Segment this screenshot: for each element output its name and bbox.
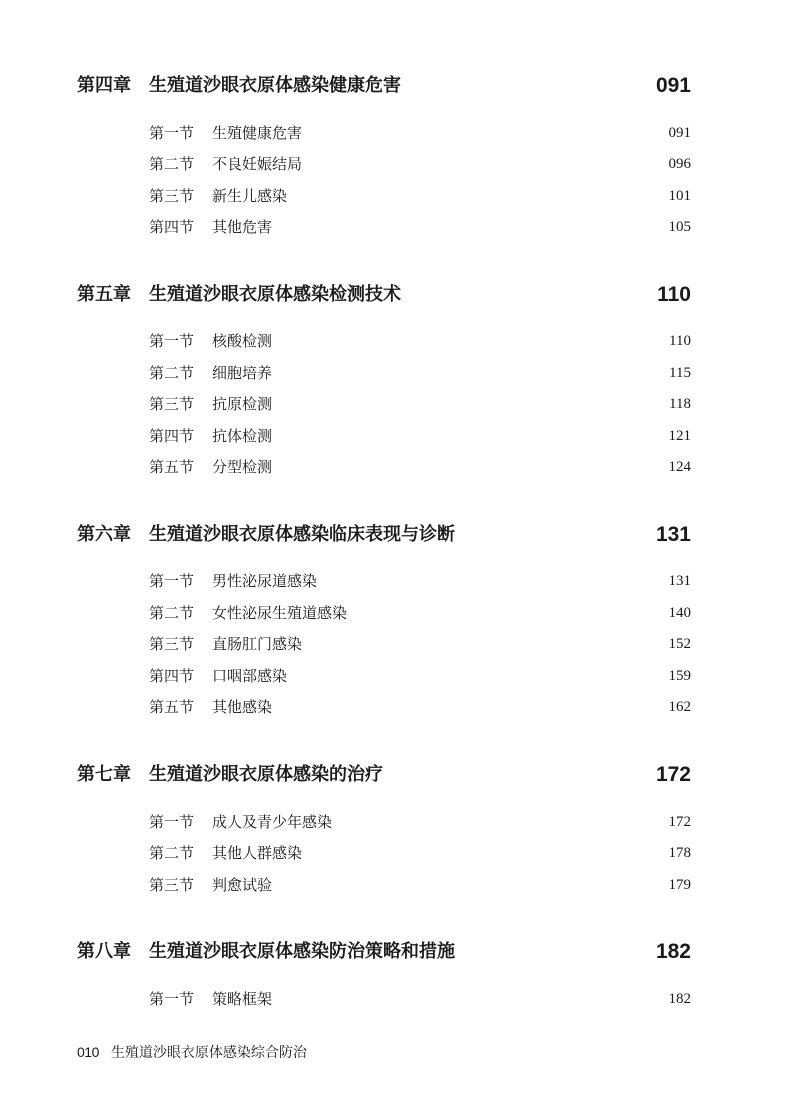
chapter-heading bbox=[77, 760, 691, 790]
section-title: 其他感染 bbox=[212, 698, 273, 716]
chapter-number: 第四章 bbox=[77, 75, 131, 96]
chapter-number: 第七章 bbox=[77, 764, 131, 785]
section-title: 核酸检测 bbox=[212, 332, 273, 350]
section-number: 第二节 bbox=[149, 155, 195, 173]
section-number: 第三节 bbox=[149, 635, 195, 653]
section-title: 成人及青少年感染 bbox=[212, 813, 333, 831]
section-item bbox=[149, 632, 691, 656]
section-number: 第三节 bbox=[149, 876, 195, 894]
section-number: 第二节 bbox=[149, 844, 195, 862]
section-number: 第五节 bbox=[149, 458, 195, 476]
section-page: 121 bbox=[668, 428, 691, 444]
section-title: 抗体检测 bbox=[212, 427, 273, 445]
section-title: 分型检测 bbox=[212, 458, 273, 476]
section-page: 096 bbox=[668, 156, 691, 172]
section-number: 第二节 bbox=[149, 604, 195, 622]
section-page: 159 bbox=[668, 668, 691, 684]
section-item bbox=[149, 424, 691, 448]
section-item bbox=[149, 873, 691, 897]
section-number: 第一节 bbox=[149, 572, 195, 590]
section-page: 101 bbox=[668, 188, 691, 204]
chapter-title: 生殖道沙眼衣原体感染健康危害 bbox=[149, 75, 401, 96]
section-item bbox=[149, 601, 691, 625]
chapter-page: 172 bbox=[655, 763, 691, 786]
footer-book-title: 生殖道沙眼衣原体感染综合防治 bbox=[110, 1045, 307, 1061]
chapter-title: 生殖道沙眼衣原体感染检测技术 bbox=[149, 284, 401, 305]
section-title: 判愈试验 bbox=[212, 876, 273, 894]
chapter-page: 131 bbox=[655, 523, 691, 546]
section-number: 第四节 bbox=[149, 427, 195, 445]
section-number: 第四节 bbox=[149, 667, 195, 685]
chapter-heading bbox=[77, 71, 691, 101]
chapter-title: 生殖道沙眼衣原体感染临床表现与诊断 bbox=[149, 524, 455, 545]
section-title: 抗原检测 bbox=[212, 395, 273, 413]
section-title: 新生儿感染 bbox=[212, 187, 288, 205]
section-item bbox=[149, 152, 691, 176]
section-title: 细胞培养 bbox=[212, 364, 273, 382]
section-item bbox=[149, 987, 691, 1011]
page-footer bbox=[77, 1040, 307, 1064]
section-number: 第二节 bbox=[149, 364, 195, 382]
section-page: 124 bbox=[668, 459, 691, 475]
section-page: 178 bbox=[668, 845, 691, 861]
section-number: 第一节 bbox=[149, 990, 195, 1008]
section-title: 不良妊娠结局 bbox=[212, 155, 303, 173]
section-item bbox=[149, 569, 691, 593]
section-item bbox=[149, 184, 691, 208]
section-title: 男性泌尿道感染 bbox=[212, 572, 318, 590]
section-item bbox=[149, 329, 691, 353]
section-item bbox=[149, 121, 691, 145]
section-title: 生殖健康危害 bbox=[212, 124, 303, 142]
section-page: 140 bbox=[668, 605, 691, 621]
chapter-heading bbox=[77, 937, 691, 967]
section-number: 第四节 bbox=[149, 218, 195, 236]
section-page: 152 bbox=[668, 636, 691, 652]
section-page: 162 bbox=[668, 699, 691, 715]
footer-page-number: 010 bbox=[77, 1044, 99, 1060]
section-item bbox=[149, 215, 691, 239]
section-number: 第三节 bbox=[149, 187, 195, 205]
section-page: 172 bbox=[668, 814, 691, 830]
chapter-title: 生殖道沙眼衣原体感染防治策略和措施 bbox=[149, 941, 455, 962]
chapter-title: 生殖道沙眼衣原体感染的治疗 bbox=[149, 764, 383, 785]
section-page: 105 bbox=[668, 219, 691, 235]
section-page: 182 bbox=[668, 991, 691, 1007]
section-item bbox=[149, 695, 691, 719]
chapter-number: 第五章 bbox=[77, 284, 131, 305]
chapter-page: 091 bbox=[655, 74, 691, 97]
section-item bbox=[149, 664, 691, 688]
section-page: 091 bbox=[668, 125, 691, 141]
section-title: 女性泌尿生殖道感染 bbox=[212, 604, 348, 622]
section-number: 第一节 bbox=[149, 124, 195, 142]
chapter-heading bbox=[77, 520, 691, 550]
section-page: 110 bbox=[669, 333, 691, 349]
section-number: 第一节 bbox=[149, 813, 195, 831]
section-number: 第一节 bbox=[149, 332, 195, 350]
section-title: 其他人群感染 bbox=[212, 844, 303, 862]
chapter-page: 182 bbox=[655, 940, 691, 963]
section-item bbox=[149, 810, 691, 834]
section-item bbox=[149, 392, 691, 416]
chapter-number: 第八章 bbox=[77, 941, 131, 962]
section-page: 131 bbox=[668, 573, 691, 589]
chapter-heading bbox=[77, 280, 691, 310]
section-page: 118 bbox=[669, 396, 691, 412]
section-page: 115 bbox=[669, 365, 691, 381]
chapter-page: 110 bbox=[657, 283, 691, 306]
section-title: 口咽部感染 bbox=[212, 667, 288, 685]
section-title: 策略框架 bbox=[212, 990, 273, 1008]
section-title: 直肠肛门感染 bbox=[212, 635, 303, 653]
section-item bbox=[149, 455, 691, 479]
section-page: 179 bbox=[668, 877, 691, 893]
section-item bbox=[149, 841, 691, 865]
section-title: 其他危害 bbox=[212, 218, 273, 236]
section-number: 第三节 bbox=[149, 395, 195, 413]
section-number: 第五节 bbox=[149, 698, 195, 716]
chapter-number: 第六章 bbox=[77, 524, 131, 545]
section-item bbox=[149, 361, 691, 385]
